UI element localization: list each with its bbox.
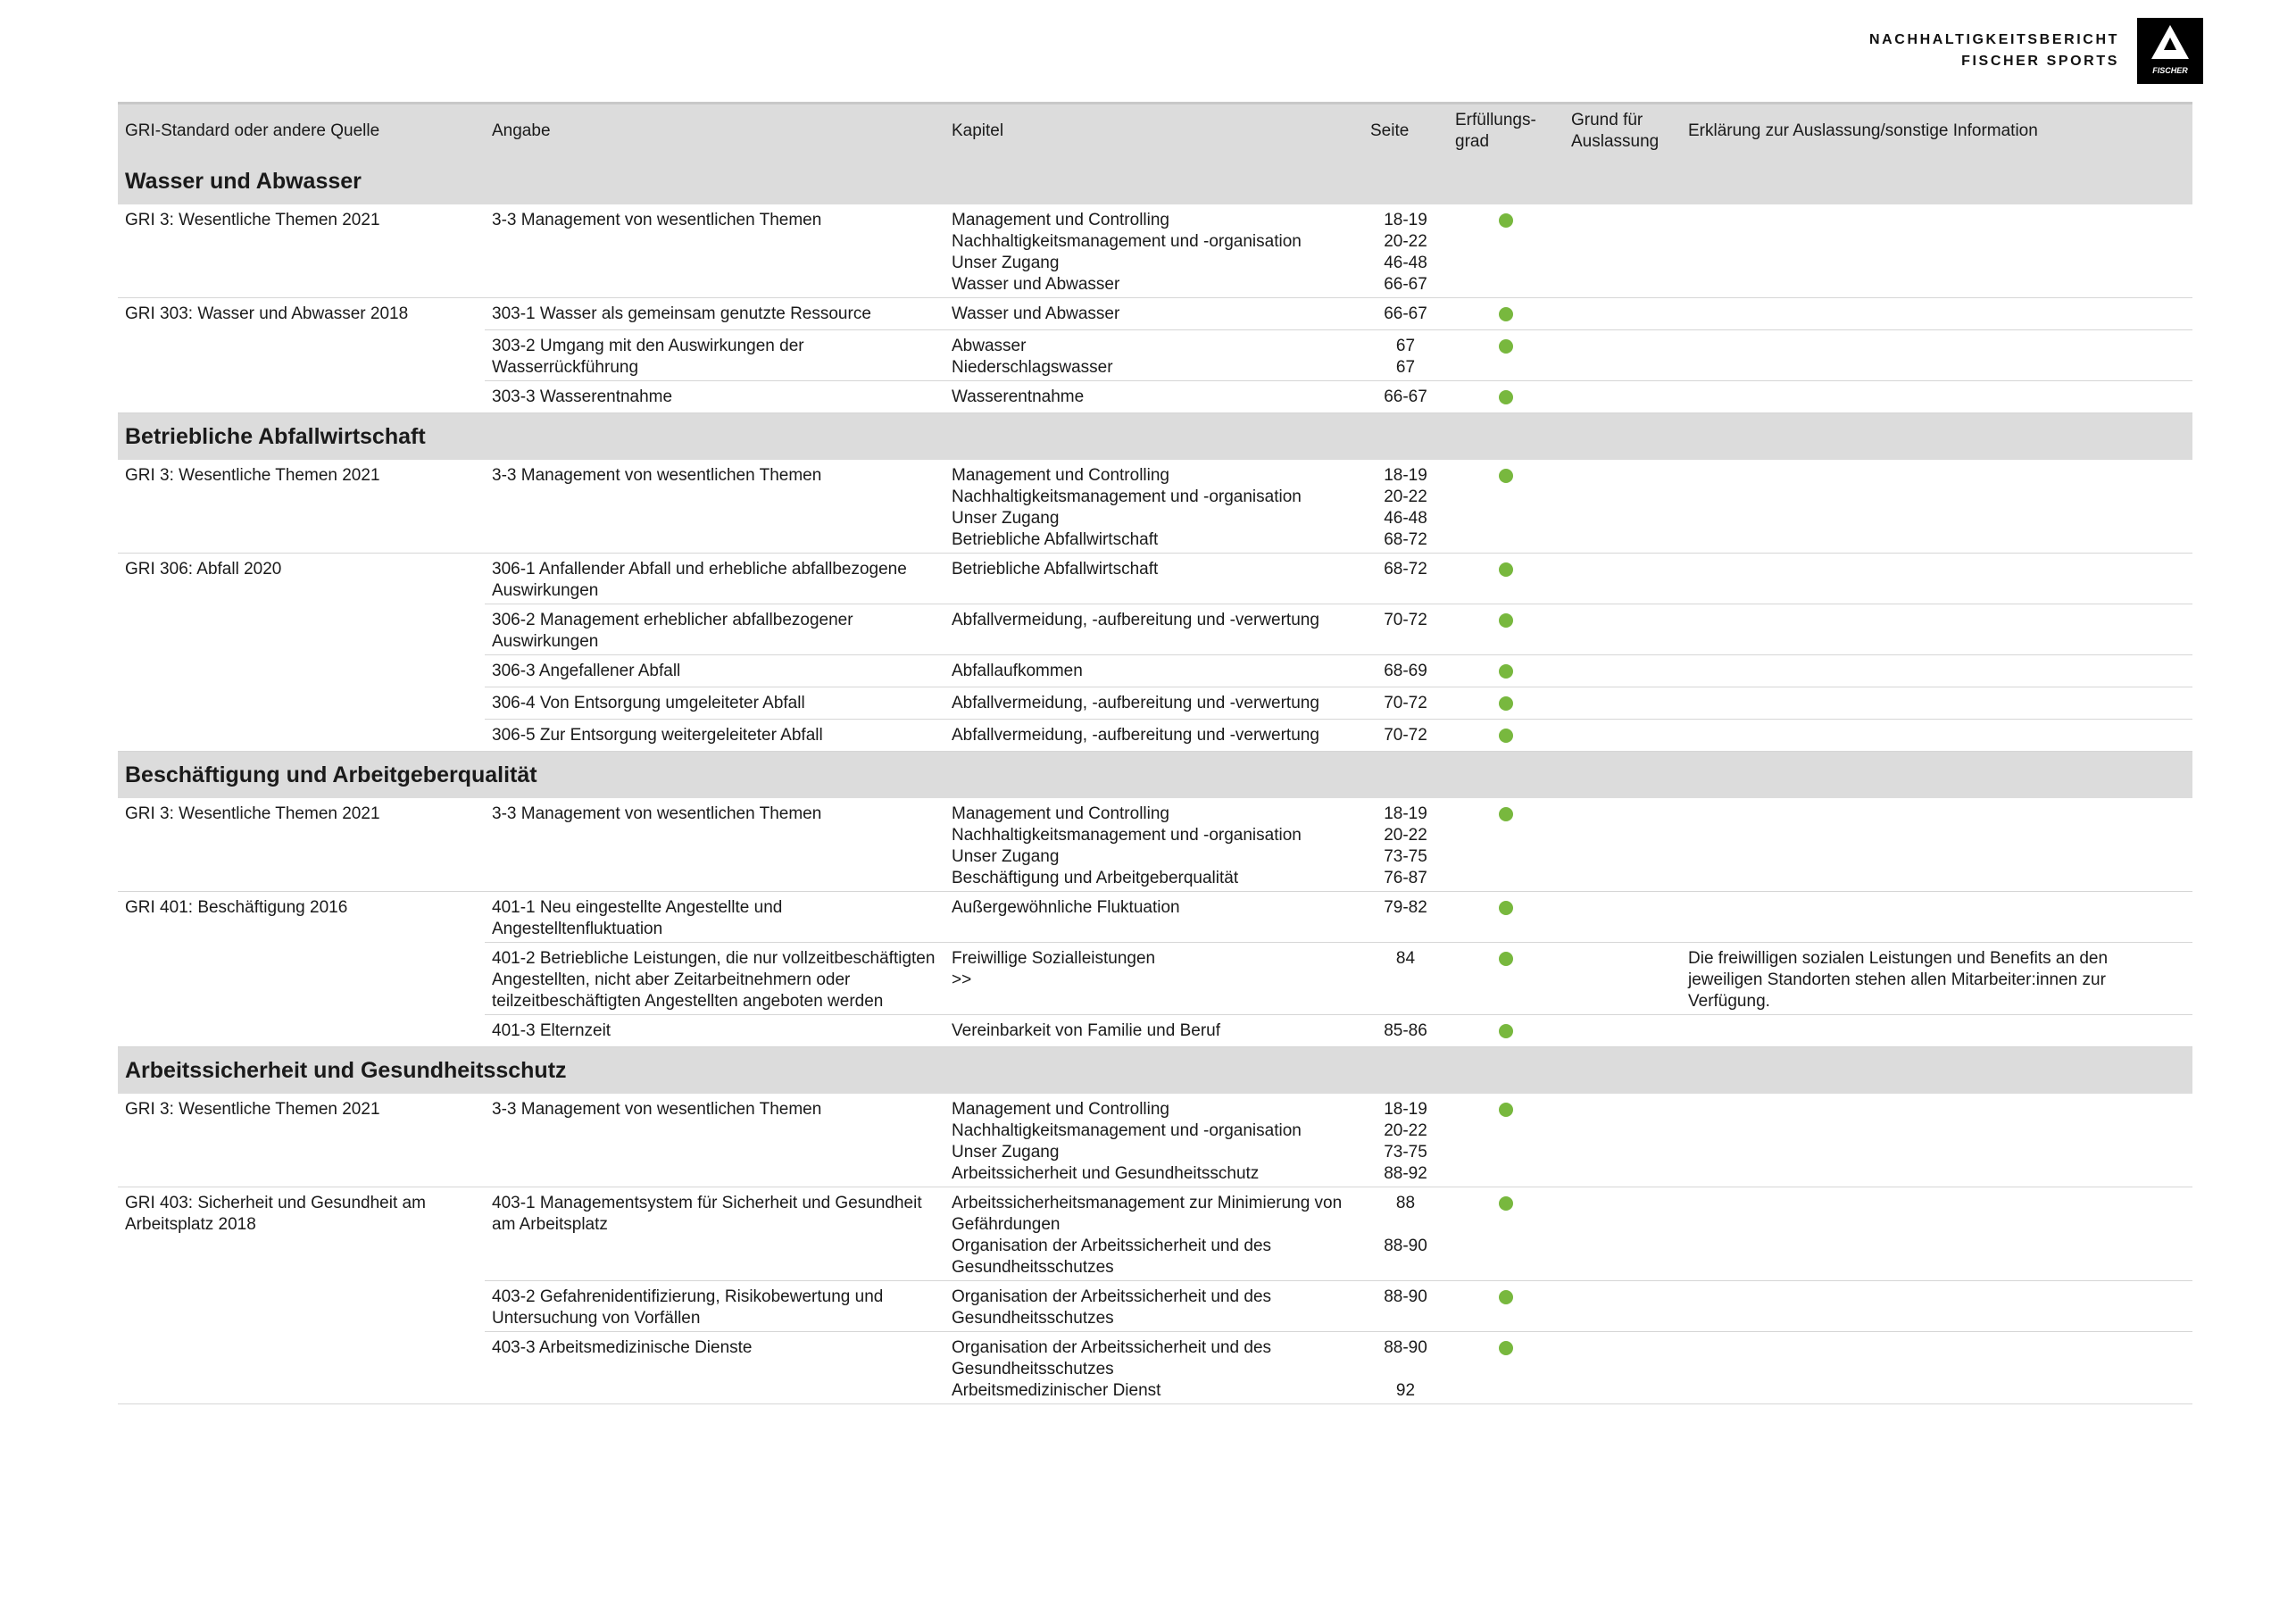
cell-standard: GRI 3: Wesentliche Themen 2021 — [118, 798, 485, 892]
cell-standard: GRI 306: Abfall 2020 — [125, 560, 282, 579]
cell-disclosure: 403-2 Gefahrenidentifizierung, Risikobewertung und Untersuchung von Vorfällen — [485, 1281, 944, 1332]
chapter-ref: >> — [952, 970, 972, 989]
cell-explanation — [1681, 720, 2192, 752]
cell-disclosure: 306-2 Management erheblicher abfallbezogener Auswirkungen — [485, 604, 944, 655]
page-ref: 20-22 — [1384, 826, 1427, 845]
page-ref: 88-90 — [1384, 1237, 1427, 1255]
chapter-ref: Abfallvermeidung, -aufbereitung und -verwertung — [952, 611, 1319, 629]
page-ref: 20-22 — [1384, 487, 1427, 506]
cell-explanation — [1681, 1187, 2192, 1281]
chapter-ref: Nachhaltigkeitsmanagement und -organisation — [952, 232, 1302, 251]
grade-full-dot-icon — [1499, 339, 1513, 354]
grade-full-dot-icon — [1499, 562, 1513, 577]
chapter-ref: Nachhaltigkeitsmanagement und -organisation — [952, 826, 1302, 845]
grade-full-dot-icon — [1499, 1024, 1513, 1038]
cell-chapter — [944, 1281, 1363, 1332]
chapter-ref: Niederschlagswasser — [952, 358, 1113, 377]
col-header-explanation: Erklärung zur Auslassung/sonstige Information — [1681, 104, 2192, 159]
page-ref: 18-19 — [1384, 466, 1427, 485]
chapter-ref: Wasser und Abwasser — [952, 275, 1120, 294]
cell-disclosure: 306-4 Von Entsorgung umgeleiteter Abfall — [485, 687, 944, 720]
cell-disclosure: 401-1 Neu eingestellte Angestellte und Angestelltenfluktuation — [485, 892, 944, 943]
table-row — [118, 687, 2192, 720]
chapter-ref: Arbeitssicherheitsmanagement zur Minimierung von Gefährdungen — [952, 1194, 1343, 1234]
table-row — [118, 892, 2192, 943]
cell-chapter — [944, 720, 1363, 752]
cell-chapter — [944, 1094, 1363, 1187]
cell-explanation — [1681, 204, 2192, 298]
grade-full-dot-icon — [1499, 729, 1513, 743]
cell-page — [1363, 655, 1448, 687]
cell-grade — [1448, 1094, 1564, 1187]
report-title-line2: FISCHER SPORTS — [1961, 54, 2119, 69]
col-header-standard: GRI-Standard oder andere Quelle — [118, 104, 485, 159]
grade-full-dot-icon — [1499, 1290, 1513, 1304]
cell-disclosure: 3-3 Management von wesentlichen Themen — [485, 798, 944, 892]
cell-standard: GRI 3: Wesentliche Themen 2021 — [118, 460, 485, 554]
chapter-ref: Organisation der Arbeitssicherheit und des Gesundheitsschutzes — [952, 1287, 1272, 1328]
grade-full-dot-icon — [1499, 213, 1513, 228]
chapter-ref: Organisation der Arbeitssicherheit und des Gesundheitsschutzes — [952, 1338, 1272, 1378]
section-title: Betriebliche Abfallwirtschaft — [118, 413, 2192, 461]
cell-reason — [1564, 460, 1681, 554]
chapter-ref: Management und Controlling — [952, 211, 1169, 229]
cell-explanation — [1681, 554, 2192, 604]
grade-full-dot-icon — [1499, 1196, 1513, 1211]
chapter-ref: Betriebliche Abfallwirtschaft — [952, 560, 1159, 579]
cell-chapter — [944, 604, 1363, 655]
cell-chapter — [944, 892, 1363, 943]
cell-grade — [1448, 798, 1564, 892]
chapter-ref: Wasserentnahme — [952, 387, 1085, 406]
cell-chapter — [944, 943, 1363, 1015]
chapter-ref: Unser Zugang — [952, 509, 1060, 528]
cell-grade — [1448, 1332, 1564, 1404]
page-ref: 66-67 — [1384, 304, 1427, 323]
cell-page — [1363, 1187, 1448, 1281]
cell-standard: GRI 303: Wasser und Abwasser 2018 — [125, 304, 409, 323]
table-header-row — [118, 104, 2192, 159]
cell-page — [1363, 554, 1448, 604]
cell-page — [1363, 1281, 1448, 1332]
chapter-ref: Management und Controlling — [952, 466, 1169, 485]
cell-grade — [1448, 554, 1564, 604]
grade-full-dot-icon — [1499, 1103, 1513, 1117]
table-row — [118, 1015, 2192, 1047]
cell-standard — [118, 655, 485, 687]
page-ref: 88 — [1395, 1194, 1416, 1212]
page-ref: 79-82 — [1384, 898, 1427, 917]
table-row — [118, 330, 2192, 381]
cell-reason — [1564, 798, 1681, 892]
chapter-ref: Beschäftigung und Arbeitgeberqualität — [952, 869, 1239, 887]
chapter-ref: Abfallaufkommen — [952, 662, 1083, 680]
cell-standard — [118, 330, 485, 381]
page-ref: 92 — [1395, 1381, 1416, 1400]
cell-standard: GRI 3: Wesentliche Themen 2021 — [118, 1094, 485, 1187]
cell-grade — [1448, 330, 1564, 381]
cell-explanation — [1681, 1332, 2192, 1404]
page-ref: 18-19 — [1384, 1100, 1427, 1119]
cell-grade — [1448, 720, 1564, 752]
cell-disclosure: 303-1 Wasser als gemeinsam genutzte Ressource — [485, 298, 944, 330]
table-row — [118, 298, 2192, 330]
chapter-ref: Freiwillige Sozialleistungen — [952, 949, 1156, 968]
table-row — [118, 655, 2192, 687]
cell-chapter — [944, 1187, 1363, 1281]
cell-page — [1363, 798, 1448, 892]
cell-standard — [118, 720, 485, 752]
cell-page — [1363, 604, 1448, 655]
page-ref — [1370, 1359, 1441, 1380]
cell-grade — [1448, 460, 1564, 554]
cell-chapter — [944, 460, 1363, 554]
col-header-disclosure: Angabe — [485, 104, 944, 159]
cell-reason — [1564, 1332, 1681, 1404]
col-header-reason: Grund für Auslassung — [1564, 104, 1681, 159]
cell-page — [1363, 460, 1448, 554]
cell-grade — [1448, 655, 1564, 687]
cell-disclosure: 303-3 Wasserentnahme — [485, 381, 944, 413]
grade-full-dot-icon — [1499, 469, 1513, 483]
cell-page — [1363, 1332, 1448, 1404]
chapter-ref: Abfallvermeidung, -aufbereitung und -verwertung — [952, 726, 1319, 745]
chapter-ref: Arbeitssicherheit und Gesundheitsschutz — [952, 1164, 1260, 1183]
page-ref: 18-19 — [1384, 211, 1427, 229]
cell-reason — [1564, 655, 1681, 687]
page-ref: 18-19 — [1384, 804, 1427, 823]
report-title — [1869, 29, 2119, 72]
cell-explanation — [1681, 1094, 2192, 1187]
cell-standard: GRI 401: Beschäftigung 2016 — [125, 898, 348, 917]
grade-full-dot-icon — [1499, 952, 1513, 966]
cell-chapter — [944, 1015, 1363, 1047]
page-ref: 73-75 — [1384, 847, 1427, 866]
cell-disclosure: 403-1 Managementsystem für Sicherheit und Gesundheit am Arbeitsplatz — [485, 1187, 944, 1281]
svg-text:FISCHER: FISCHER — [2152, 66, 2188, 75]
cell-reason — [1564, 1015, 1681, 1047]
cell-disclosure: 403-3 Arbeitsmedizinische Dienste — [485, 1332, 944, 1404]
cell-disclosure: 306-5 Zur Entsorgung weitergeleiteter Abfall — [485, 720, 944, 752]
page-ref: 84 — [1395, 949, 1416, 968]
page-ref: 70-72 — [1384, 726, 1427, 745]
page-ref: 70-72 — [1384, 611, 1427, 629]
cell-grade — [1448, 1187, 1564, 1281]
col-header-chapter: Kapitel — [944, 104, 1363, 159]
cell-grade — [1448, 381, 1564, 413]
fischer-logo — [2137, 18, 2203, 84]
grade-full-dot-icon — [1499, 307, 1513, 321]
cell-explanation — [1681, 798, 2192, 892]
cell-standard — [118, 687, 485, 720]
cell-explanation — [1681, 330, 2192, 381]
cell-reason — [1564, 554, 1681, 604]
chapter-ref: Unser Zugang — [952, 254, 1060, 272]
page-ref: 46-48 — [1384, 509, 1427, 528]
cell-disclosure: 306-3 Angefallener Abfall — [485, 655, 944, 687]
page-ref: 66-67 — [1384, 275, 1427, 294]
table-row — [118, 1187, 2192, 1281]
cell-page — [1363, 381, 1448, 413]
cell-grade — [1448, 604, 1564, 655]
chapter-ref: Management und Controlling — [952, 1100, 1169, 1119]
chapter-ref: Abwasser — [952, 337, 1027, 355]
table-row — [118, 720, 2192, 752]
cell-standard — [118, 381, 485, 413]
grade-full-dot-icon — [1499, 901, 1513, 915]
section-title: Beschäftigung und Arbeitgeberqualität — [118, 752, 2192, 799]
cell-disclosure: 401-3 Elternzeit — [485, 1015, 944, 1047]
table-row — [118, 1094, 2192, 1187]
page-ref: 68-69 — [1384, 662, 1427, 680]
cell-explanation — [1681, 655, 2192, 687]
table-row — [118, 604, 2192, 655]
table-row — [118, 554, 2192, 604]
cell-reason — [1564, 943, 1681, 1015]
chapter-ref: Vereinbarkeit von Familie und Beruf — [952, 1021, 1220, 1040]
cell-reason — [1564, 1281, 1681, 1332]
cell-chapter — [944, 655, 1363, 687]
section-row — [118, 752, 2192, 799]
cell-explanation — [1681, 460, 2192, 554]
cell-reason — [1564, 1094, 1681, 1187]
cell-explanation — [1681, 1015, 2192, 1047]
chapter-ref: Management und Controlling — [952, 804, 1169, 823]
chapter-ref: Wasser und Abwasser — [952, 304, 1120, 323]
table-row — [118, 943, 2192, 1015]
page-ref: 85-86 — [1384, 1021, 1427, 1040]
cell-explanation — [1681, 381, 2192, 413]
cell-reason — [1564, 298, 1681, 330]
report-title-line1: NACHHALTIGKEITSBERICHT — [1868, 32, 2119, 47]
cell-chapter — [944, 330, 1363, 381]
cell-chapter — [944, 687, 1363, 720]
cell-standard: GRI 403: Sicherheit und Gesundheit am Arbeitsplatz 2018 — [125, 1194, 426, 1234]
cell-reason — [1564, 330, 1681, 381]
grade-full-dot-icon — [1499, 696, 1513, 711]
gri-index-table — [118, 102, 2192, 1404]
report-header — [1869, 18, 2203, 84]
page-ref: 20-22 — [1384, 1121, 1427, 1140]
cell-grade — [1448, 687, 1564, 720]
page-ref — [1370, 1214, 1441, 1236]
chapter-ref: Nachhaltigkeitsmanagement und -organisation — [952, 1121, 1302, 1140]
table-row — [118, 1281, 2192, 1332]
grade-full-dot-icon — [1499, 1341, 1513, 1355]
chapter-ref: Unser Zugang — [952, 847, 1060, 866]
cell-chapter — [944, 204, 1363, 298]
cell-page — [1363, 892, 1448, 943]
cell-reason — [1564, 381, 1681, 413]
table-row — [118, 204, 2192, 298]
cell-reason — [1564, 892, 1681, 943]
page-ref: 66-67 — [1384, 387, 1427, 406]
chapter-ref: Abfallvermeidung, -aufbereitung und -verwertung — [952, 694, 1319, 712]
page-ref: 73-75 — [1384, 1143, 1427, 1162]
section-row — [118, 158, 2192, 204]
cell-standard: GRI 3: Wesentliche Themen 2021 — [118, 204, 485, 298]
cell-reason — [1564, 720, 1681, 752]
cell-disclosure: 3-3 Management von wesentlichen Themen — [485, 1094, 944, 1187]
cell-chapter — [944, 1332, 1363, 1404]
section-title: Wasser und Abwasser — [118, 158, 2192, 204]
grade-full-dot-icon — [1499, 390, 1513, 404]
chapter-ref: Betriebliche Abfallwirtschaft — [952, 530, 1159, 549]
chapter-ref: Unser Zugang — [952, 1143, 1060, 1162]
col-header-page: Seite — [1363, 104, 1448, 159]
grade-full-dot-icon — [1499, 664, 1513, 679]
grade-full-dot-icon — [1499, 807, 1513, 821]
chapter-ref: Außergewöhnliche Fluktuation — [952, 898, 1180, 917]
cell-page — [1363, 204, 1448, 298]
cell-reason — [1564, 204, 1681, 298]
page-ref: 68-72 — [1384, 560, 1427, 579]
page-ref: 88-90 — [1384, 1287, 1427, 1306]
col-header-grade: Erfüllungs-grad — [1448, 104, 1564, 159]
chapter-ref: Arbeitsmedizinischer Dienst — [952, 1381, 1161, 1400]
cell-page — [1363, 298, 1448, 330]
cell-grade — [1448, 204, 1564, 298]
page-ref: 70-72 — [1384, 694, 1427, 712]
cell-explanation — [1681, 687, 2192, 720]
cell-page — [1363, 1094, 1448, 1187]
table-body — [118, 158, 2192, 1404]
cell-page — [1363, 720, 1448, 752]
page-ref: 88-92 — [1384, 1164, 1427, 1183]
cell-explanation — [1681, 604, 2192, 655]
page-ref: 46-48 — [1384, 254, 1427, 272]
cell-standard — [118, 604, 485, 655]
cell-explanation: Die freiwilligen sozialen Leistungen und Benefits an den jeweiligen Standorten stehen allen Mitarbeiter:innen zur Verfügung. — [1681, 943, 2192, 1015]
cell-page — [1363, 330, 1448, 381]
table-row — [118, 460, 2192, 554]
cell-chapter — [944, 554, 1363, 604]
cell-grade — [1448, 1015, 1564, 1047]
cell-grade — [1448, 1281, 1564, 1332]
cell-chapter — [944, 298, 1363, 330]
cell-disclosure: 3-3 Management von wesentlichen Themen — [485, 460, 944, 554]
cell-disclosure: 401-2 Betriebliche Leistungen, die nur vollzeitbeschäftigten Angestellten, nicht aber Zeitarbeitnehmern oder teilzeitbeschäftigten Angestellten angeboten werden — [485, 943, 944, 1015]
table-row — [118, 1332, 2192, 1404]
cell-standard — [118, 1281, 485, 1332]
chapter-ref: Nachhaltigkeitsmanagement und -organisation — [952, 487, 1302, 506]
page-ref: 88-90 — [1384, 1338, 1427, 1357]
cell-standard — [118, 1332, 485, 1404]
cell-page — [1363, 1015, 1448, 1047]
cell-grade — [1448, 892, 1564, 943]
cell-explanation — [1681, 298, 2192, 330]
table-row — [118, 381, 2192, 413]
cell-grade — [1448, 298, 1564, 330]
page-ref: 76-87 — [1384, 869, 1427, 887]
cell-disclosure: 303-2 Umgang mit den Auswirkungen der Wasserrückführung — [485, 330, 944, 381]
cell-reason — [1564, 604, 1681, 655]
cell-reason — [1564, 1187, 1681, 1281]
cell-grade — [1448, 943, 1564, 1015]
cell-chapter — [944, 381, 1363, 413]
page-ref: 67 — [1395, 337, 1416, 355]
section-row — [118, 413, 2192, 461]
page-ref: 68-72 — [1384, 530, 1427, 549]
cell-disclosure: 306-1 Anfallender Abfall und erhebliche abfallbezogene Auswirkungen — [485, 554, 944, 604]
cell-page — [1363, 943, 1448, 1015]
chapter-ref: Organisation der Arbeitssicherheit und des Gesundheitsschutzes — [952, 1237, 1272, 1277]
cell-page — [1363, 687, 1448, 720]
section-title: Arbeitssicherheit und Gesundheitsschutz — [118, 1047, 2192, 1095]
cell-explanation — [1681, 892, 2192, 943]
page-ref: 67 — [1395, 358, 1416, 377]
cell-reason — [1564, 687, 1681, 720]
cell-standard — [118, 1015, 485, 1047]
cell-standard — [118, 943, 485, 1015]
table-row — [118, 798, 2192, 892]
section-row — [118, 1047, 2192, 1095]
cell-chapter — [944, 798, 1363, 892]
cell-explanation — [1681, 1281, 2192, 1332]
page-ref: 20-22 — [1384, 232, 1427, 251]
cell-disclosure: 3-3 Management von wesentlichen Themen — [485, 204, 944, 298]
grade-full-dot-icon — [1499, 613, 1513, 628]
